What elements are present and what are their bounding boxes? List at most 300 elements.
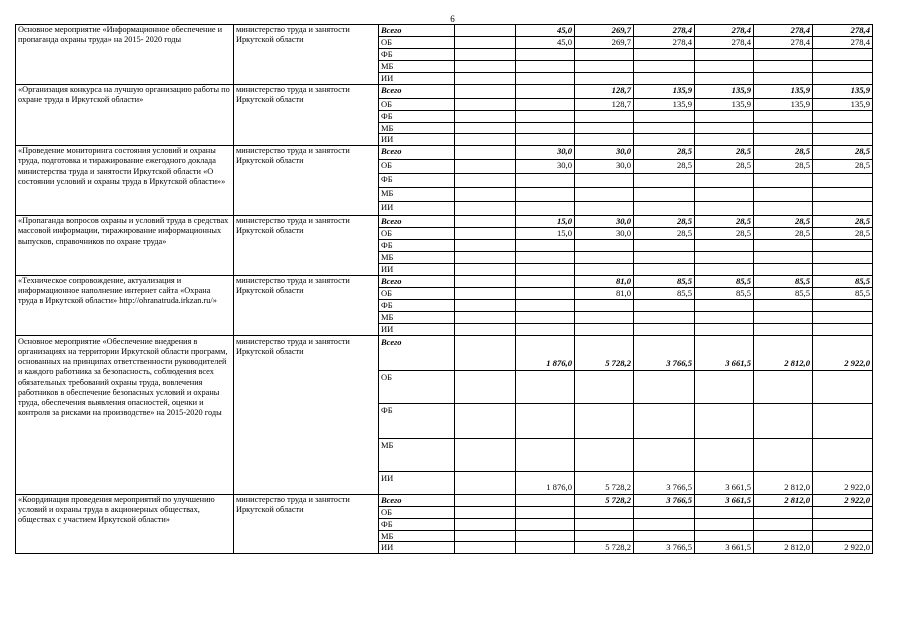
value-cell: 30,0: [575, 216, 634, 228]
value-cell: [575, 110, 634, 122]
value-cell: [813, 311, 873, 323]
value-cell: [575, 61, 634, 73]
value-cell: 28,5: [813, 146, 873, 160]
value-cell: [813, 110, 873, 122]
empty-cell: [455, 25, 516, 37]
value-cell: [516, 530, 575, 542]
value-cell: [695, 110, 754, 122]
funding-source: МБ: [379, 122, 455, 134]
value-cell: [754, 110, 813, 122]
value-cell: 3 766,5: [634, 494, 695, 506]
value-cell: [695, 72, 754, 84]
value-cell: [695, 323, 754, 335]
value-cell: [695, 263, 754, 275]
value-cell: 128,7: [575, 98, 634, 110]
empty-cell: [455, 542, 516, 554]
value-cell: 30,0: [575, 146, 634, 160]
value-cell: 28,5: [754, 160, 813, 174]
table-body: [16, 25, 873, 554]
value-cell: 278,4: [634, 25, 695, 37]
funding-source: ИИ: [379, 471, 455, 494]
value-cell: [813, 251, 873, 263]
value-cell: 1 876,0: [516, 335, 575, 370]
empty-cell: [455, 530, 516, 542]
value-cell: [754, 299, 813, 311]
funding-source: ФБ: [379, 240, 455, 252]
value-cell: [695, 174, 754, 188]
value-cell: [516, 240, 575, 252]
table-row: [16, 216, 873, 228]
value-cell: 135,9: [695, 84, 754, 98]
value-cell: 30,0: [575, 160, 634, 174]
funding-source: МБ: [379, 188, 455, 202]
value-cell: 45,0: [516, 25, 575, 37]
funding-source: ФБ: [379, 403, 455, 438]
value-cell: [516, 134, 575, 146]
value-cell: [695, 506, 754, 518]
value-cell: [634, 202, 695, 216]
value-cell: [695, 530, 754, 542]
value-cell: 28,5: [695, 228, 754, 240]
value-cell: 269,7: [575, 25, 634, 37]
table-row: [16, 146, 873, 160]
empty-cell: [455, 228, 516, 240]
value-cell: 28,5: [634, 146, 695, 160]
empty-cell: [455, 370, 516, 403]
value-cell: [695, 403, 754, 438]
measure-name: Основное мероприятие «Обеспечение внедрения в организациях на территории Иркутской области программ, основанных на принципах ответственности руководителей и каждого работника за безопасность, соблюдения всех обязательных требований охраны труда, вовлечения работников в обеспечение безопасных условий и охраны труда, обеспечения выявления опасностей, оценки и контроля за рисками на производстве» на 2015-2020 годы: [16, 335, 234, 494]
value-cell: 85,5: [634, 287, 695, 299]
value-cell: 3 661,5: [695, 494, 754, 506]
value-cell: [516, 542, 575, 554]
responsible-org: министерство труда и занятости Иркутской области: [234, 335, 379, 494]
value-cell: [813, 202, 873, 216]
value-cell: [695, 240, 754, 252]
funding-source: ИИ: [379, 323, 455, 335]
value-cell: 278,4: [634, 37, 695, 49]
responsible-org: министерство труда и занятости Иркутской области: [234, 216, 379, 276]
empty-cell: [455, 323, 516, 335]
empty-cell: [455, 134, 516, 146]
value-cell: 85,5: [754, 287, 813, 299]
empty-cell: [455, 263, 516, 275]
value-cell: [575, 240, 634, 252]
value-cell: [754, 311, 813, 323]
value-cell: 5 728,2: [575, 471, 634, 494]
value-cell: 3 661,5: [695, 335, 754, 370]
value-cell: [754, 438, 813, 471]
value-cell: [634, 174, 695, 188]
value-cell: [634, 240, 695, 252]
table-row: [16, 25, 873, 37]
funding-source: ФБ: [379, 49, 455, 61]
value-cell: [754, 61, 813, 73]
empty-cell: [455, 240, 516, 252]
value-cell: [695, 518, 754, 530]
value-cell: [813, 370, 873, 403]
value-cell: [516, 202, 575, 216]
empty-cell: [455, 335, 516, 370]
value-cell: [813, 122, 873, 134]
value-cell: 128,7: [575, 84, 634, 98]
value-cell: [754, 251, 813, 263]
value-cell: [575, 122, 634, 134]
value-cell: [754, 174, 813, 188]
value-cell: 85,5: [813, 287, 873, 299]
value-cell: [754, 240, 813, 252]
empty-cell: [455, 299, 516, 311]
empty-cell: [455, 37, 516, 49]
value-cell: [516, 311, 575, 323]
value-cell: [754, 188, 813, 202]
value-cell: [575, 251, 634, 263]
empty-cell: [455, 506, 516, 518]
value-cell: [813, 174, 873, 188]
value-cell: [575, 323, 634, 335]
value-cell: 278,4: [754, 25, 813, 37]
funding-source: МБ: [379, 438, 455, 471]
funding-source: ОБ: [379, 287, 455, 299]
value-cell: 5 728,2: [575, 494, 634, 506]
empty-cell: [455, 438, 516, 471]
table-row: [16, 84, 873, 98]
value-cell: 28,5: [634, 228, 695, 240]
responsible-org: министерство труда и занятости Иркутской области: [234, 84, 379, 146]
value-cell: [695, 299, 754, 311]
value-cell: [575, 174, 634, 188]
value-cell: 28,5: [754, 216, 813, 228]
value-cell: [634, 188, 695, 202]
value-cell: [634, 311, 695, 323]
value-cell: [634, 506, 695, 518]
value-cell: 30,0: [575, 228, 634, 240]
funding-source: ОБ: [379, 506, 455, 518]
value-cell: 278,4: [695, 37, 754, 49]
value-cell: 1 876,0: [516, 471, 575, 494]
funding-source: ОБ: [379, 228, 455, 240]
value-cell: [754, 263, 813, 275]
value-cell: [813, 518, 873, 530]
measure-name: Основное мероприятие «Информационное обеспечение и пропаганда охраны труда» на 2015- 2020 годы: [16, 25, 234, 85]
funding-source: МБ: [379, 251, 455, 263]
value-cell: [575, 518, 634, 530]
value-cell: [695, 188, 754, 202]
value-cell: 2 922,0: [813, 335, 873, 370]
funding-source: МБ: [379, 311, 455, 323]
value-cell: [575, 72, 634, 84]
value-cell: [575, 263, 634, 275]
value-cell: [516, 122, 575, 134]
value-cell: [813, 299, 873, 311]
value-cell: [695, 311, 754, 323]
value-cell: 135,9: [754, 98, 813, 110]
empty-cell: [455, 49, 516, 61]
funding-source: ОБ: [379, 160, 455, 174]
value-cell: 81,0: [575, 287, 634, 299]
value-cell: 30,0: [516, 160, 575, 174]
value-cell: [695, 370, 754, 403]
value-cell: 28,5: [634, 216, 695, 228]
value-cell: [575, 202, 634, 216]
value-cell: 30,0: [516, 146, 575, 160]
empty-cell: [455, 174, 516, 188]
empty-cell: [455, 275, 516, 287]
value-cell: [516, 287, 575, 299]
value-cell: [754, 530, 813, 542]
funding-source: ФБ: [379, 518, 455, 530]
value-cell: 2 812,0: [754, 494, 813, 506]
value-cell: 28,5: [813, 228, 873, 240]
value-cell: [634, 438, 695, 471]
value-cell: [516, 403, 575, 438]
value-cell: [813, 263, 873, 275]
value-cell: [813, 61, 873, 73]
empty-cell: [455, 122, 516, 134]
value-cell: [634, 110, 695, 122]
funding-source: ФБ: [379, 299, 455, 311]
value-cell: 3 661,5: [695, 471, 754, 494]
value-cell: 85,5: [754, 275, 813, 287]
value-cell: 15,0: [516, 216, 575, 228]
value-cell: 28,5: [813, 160, 873, 174]
value-cell: [516, 98, 575, 110]
value-cell: 3 766,5: [634, 335, 695, 370]
funding-source: ОБ: [379, 98, 455, 110]
value-cell: [813, 72, 873, 84]
value-cell: 28,5: [754, 228, 813, 240]
funding-source: ИИ: [379, 542, 455, 554]
funding-source: ИИ: [379, 72, 455, 84]
value-cell: 28,5: [695, 160, 754, 174]
value-cell: [813, 530, 873, 542]
measure-name: «Организация конкурса на лучшую организацию работы по охране труда в Иркутской области»: [16, 84, 234, 146]
funding-source: Всего: [379, 25, 455, 37]
responsible-org: министерство труда и занятости Иркутской области: [234, 25, 379, 85]
value-cell: [754, 370, 813, 403]
empty-cell: [455, 98, 516, 110]
value-cell: [813, 188, 873, 202]
value-cell: 278,4: [695, 25, 754, 37]
value-cell: [695, 438, 754, 471]
value-cell: [575, 49, 634, 61]
value-cell: 3 661,5: [695, 542, 754, 554]
funding-source: ИИ: [379, 263, 455, 275]
responsible-org: министерство труда и занятости Иркутской области: [234, 146, 379, 216]
value-cell: 2 922,0: [813, 494, 873, 506]
value-cell: [634, 299, 695, 311]
value-cell: [695, 202, 754, 216]
value-cell: [634, 61, 695, 73]
value-cell: [695, 134, 754, 146]
value-cell: 269,7: [575, 37, 634, 49]
budget-table: [15, 24, 873, 554]
value-cell: 3 766,5: [634, 542, 695, 554]
empty-cell: [455, 216, 516, 228]
value-cell: 2 812,0: [754, 471, 813, 494]
value-cell: [516, 84, 575, 98]
value-cell: [634, 518, 695, 530]
funding-source: Всего: [379, 216, 455, 228]
funding-source: Всего: [379, 84, 455, 98]
measure-name: «Пропаганда вопросов охраны и условий труда в средствах массовой информации, тиражирование информационных выпусков, справочников по охране труда»: [16, 216, 234, 276]
table-row: [16, 335, 873, 370]
value-cell: 135,9: [695, 98, 754, 110]
value-cell: 28,5: [754, 146, 813, 160]
empty-cell: [455, 110, 516, 122]
value-cell: [575, 403, 634, 438]
value-cell: [634, 263, 695, 275]
value-cell: [695, 251, 754, 263]
value-cell: [695, 122, 754, 134]
value-cell: [516, 506, 575, 518]
funding-source: ИИ: [379, 134, 455, 146]
value-cell: [754, 122, 813, 134]
funding-source: ОБ: [379, 370, 455, 403]
value-cell: [516, 275, 575, 287]
value-cell: [516, 323, 575, 335]
value-cell: 15,0: [516, 228, 575, 240]
value-cell: [813, 403, 873, 438]
empty-cell: [455, 518, 516, 530]
value-cell: 2 922,0: [813, 471, 873, 494]
value-cell: 278,4: [754, 37, 813, 49]
value-cell: [813, 438, 873, 471]
value-cell: [634, 530, 695, 542]
value-cell: [754, 134, 813, 146]
value-cell: 2 812,0: [754, 335, 813, 370]
value-cell: [634, 323, 695, 335]
value-cell: [813, 506, 873, 518]
value-cell: 28,5: [695, 146, 754, 160]
value-cell: [634, 370, 695, 403]
empty-cell: [455, 160, 516, 174]
value-cell: [695, 61, 754, 73]
value-cell: [516, 72, 575, 84]
value-cell: [516, 263, 575, 275]
funding-source: МБ: [379, 530, 455, 542]
value-cell: 85,5: [695, 275, 754, 287]
value-cell: [575, 299, 634, 311]
value-cell: 3 766,5: [634, 471, 695, 494]
responsible-org: министерство труда и занятости Иркутской области: [234, 494, 379, 554]
measure-name: «Координация проведения мероприятий по улучшению условий и охраны труда в акционерных обществах, обществах с участием Иркутской области»: [16, 494, 234, 554]
empty-cell: [455, 311, 516, 323]
empty-cell: [455, 287, 516, 299]
value-cell: 5 728,2: [575, 542, 634, 554]
value-cell: [516, 251, 575, 263]
value-cell: 5 728,2: [575, 335, 634, 370]
value-cell: 135,9: [634, 84, 695, 98]
empty-cell: [455, 471, 516, 494]
value-cell: [575, 438, 634, 471]
funding-source: ФБ: [379, 110, 455, 122]
value-cell: 45,0: [516, 37, 575, 49]
measure-name: «Проведение мониторинга состояния условий и охраны труда, подготовка и тиражирование ежегодного доклада министерства труда и занятости Иркутской области «О состоянии условий и охраны труда в Иркутской области»»: [16, 146, 234, 216]
value-cell: 2 922,0: [813, 542, 873, 554]
value-cell: [813, 49, 873, 61]
empty-cell: [455, 202, 516, 216]
value-cell: [695, 49, 754, 61]
responsible-org: министерство труда и занятости Иркутской области: [234, 275, 379, 335]
value-cell: 85,5: [695, 287, 754, 299]
value-cell: 135,9: [813, 84, 873, 98]
value-cell: [575, 370, 634, 403]
value-cell: [754, 72, 813, 84]
value-cell: [813, 240, 873, 252]
value-cell: [754, 49, 813, 61]
value-cell: [575, 530, 634, 542]
value-cell: 28,5: [634, 160, 695, 174]
value-cell: [516, 110, 575, 122]
value-cell: [516, 438, 575, 471]
value-cell: [634, 403, 695, 438]
funding-source: Всего: [379, 494, 455, 506]
value-cell: 28,5: [695, 216, 754, 228]
value-cell: 278,4: [813, 37, 873, 49]
value-cell: [634, 122, 695, 134]
funding-source: ФБ: [379, 174, 455, 188]
value-cell: [575, 506, 634, 518]
value-cell: 278,4: [813, 25, 873, 37]
value-cell: [754, 323, 813, 335]
measure-name: «Техническое сопровождение, актуализация и информационное наполнение интернет сайта «Охрана труда в Иркутской области» http://ohranatruda.irkzan.ru/»: [16, 275, 234, 335]
empty-cell: [455, 403, 516, 438]
value-cell: 2 812,0: [754, 542, 813, 554]
value-cell: [754, 506, 813, 518]
value-cell: 85,5: [634, 275, 695, 287]
table-row: [16, 275, 873, 287]
empty-cell: [455, 72, 516, 84]
value-cell: 81,0: [575, 275, 634, 287]
value-cell: [634, 72, 695, 84]
value-cell: 135,9: [813, 98, 873, 110]
value-cell: [516, 299, 575, 311]
value-cell: [634, 49, 695, 61]
empty-cell: [455, 146, 516, 160]
value-cell: [516, 370, 575, 403]
funding-source: Всего: [379, 275, 455, 287]
page-number: 6: [450, 14, 455, 24]
value-cell: [516, 518, 575, 530]
table-row: [16, 494, 873, 506]
value-cell: [516, 174, 575, 188]
funding-source: ОБ: [379, 37, 455, 49]
empty-cell: [455, 84, 516, 98]
value-cell: [575, 311, 634, 323]
value-cell: [634, 134, 695, 146]
value-cell: 135,9: [754, 84, 813, 98]
value-cell: [516, 61, 575, 73]
empty-cell: [455, 188, 516, 202]
value-cell: [813, 323, 873, 335]
value-cell: [754, 403, 813, 438]
empty-cell: [455, 494, 516, 506]
empty-cell: [455, 61, 516, 73]
value-cell: [516, 188, 575, 202]
funding-source: Всего: [379, 146, 455, 160]
funding-source: МБ: [379, 61, 455, 73]
empty-cell: [455, 251, 516, 263]
value-cell: 135,9: [634, 98, 695, 110]
value-cell: [754, 202, 813, 216]
value-cell: [516, 494, 575, 506]
value-cell: [575, 188, 634, 202]
value-cell: [813, 134, 873, 146]
funding-source: ИИ: [379, 202, 455, 216]
value-cell: 28,5: [813, 216, 873, 228]
value-cell: [516, 49, 575, 61]
value-cell: [634, 251, 695, 263]
